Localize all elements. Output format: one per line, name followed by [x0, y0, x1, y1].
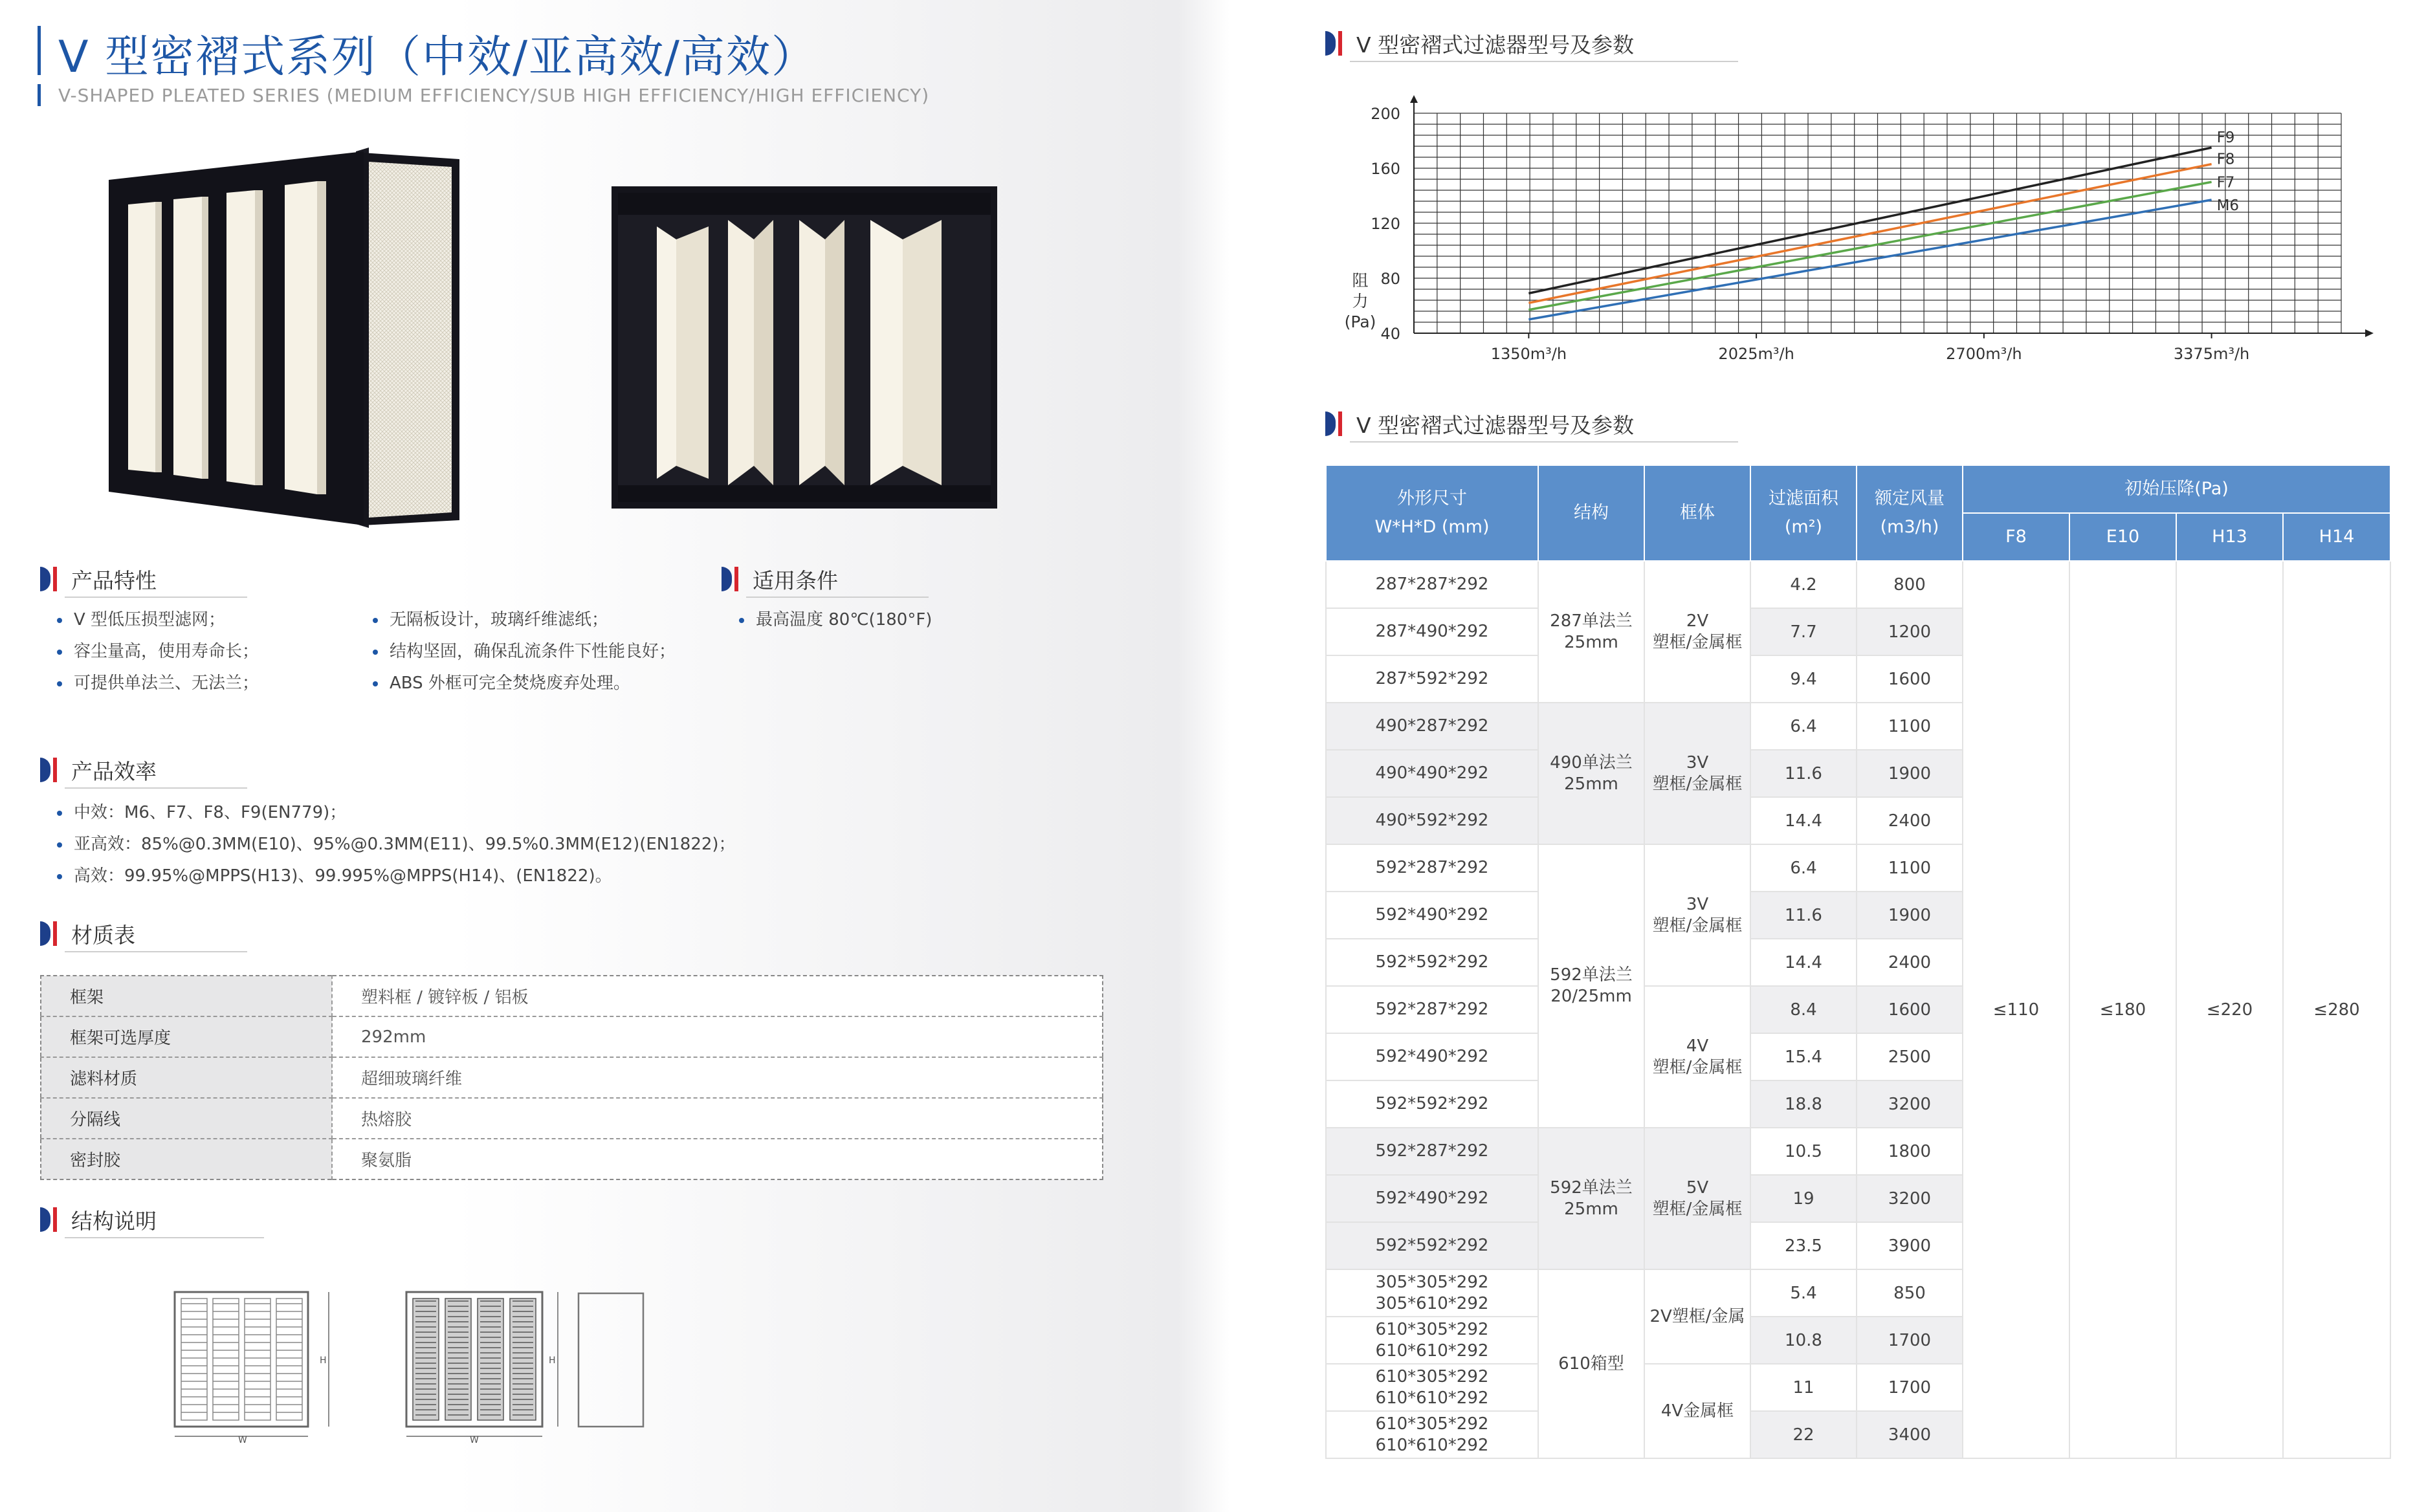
cell-flow: 2400: [1857, 797, 1963, 844]
list-item: ABS 外框可完全焚烧废弃处理。: [373, 668, 676, 699]
section-efficiency-header: [40, 752, 247, 791]
section-chart-header: [1325, 26, 1739, 65]
material-value: 聚氨脂: [332, 1139, 1103, 1179]
cell-structure: 287单法兰 25mm: [1538, 561, 1644, 703]
cell-flow: 3900: [1857, 1222, 1963, 1269]
list-item: 最高温度 80℃(180°F): [739, 604, 932, 636]
cell-size: 592*490*292: [1326, 1033, 1538, 1080]
cell-area: 9.4: [1750, 655, 1857, 703]
product-image-front: [97, 142, 472, 531]
cell-pressure: ≤110: [1963, 561, 2069, 1458]
series-label: M6: [2216, 197, 2240, 214]
cell-size: 287*287*292: [1326, 561, 1538, 608]
features-list-col2: [373, 604, 676, 699]
product-image-side: [605, 181, 1000, 511]
series-label: F7: [2216, 174, 2235, 192]
dimension-label: W: [470, 1435, 479, 1445]
section-marker-icon: [722, 567, 741, 591]
table-section-title: V 型密褶式过滤器型号及参数: [1356, 413, 1635, 438]
header-grade: H14: [2283, 513, 2390, 561]
cell-flow: 850: [1857, 1269, 1963, 1317]
cell-size: 305*305*292 305*610*292: [1326, 1269, 1538, 1317]
cell-area: 6.4: [1750, 844, 1857, 892]
cell-pressure: ≤180: [2069, 561, 2176, 1458]
header-structure: 结构: [1538, 465, 1644, 561]
header-area: 过滤面积 (m²): [1750, 465, 1857, 561]
material-value: 塑料框 / 镀锌板 / 铝板: [332, 976, 1103, 1016]
cell-flow: 1600: [1857, 986, 1963, 1033]
cell-flow: 3400: [1857, 1411, 1963, 1458]
header-size: 外形尺寸 W*H*D (mm): [1326, 465, 1538, 561]
cell-area: 10.8: [1750, 1317, 1857, 1364]
list-item: 容尘量高，使用寿命长；: [57, 636, 259, 668]
header-grade: F8: [1963, 513, 2069, 561]
cell-size: 592*592*292: [1326, 1222, 1538, 1269]
list-item: V 型低压损型滤网；: [57, 604, 259, 636]
cell-flow: 1900: [1857, 750, 1963, 797]
cell-size: 592*287*292: [1326, 986, 1538, 1033]
section-conditions-header: [722, 562, 929, 600]
cell-area: 11: [1750, 1364, 1857, 1411]
cell-size: 592*592*292: [1326, 939, 1538, 986]
cell-flow: 1600: [1857, 655, 1963, 703]
cell-frame: 2V 塑框/金属框: [1644, 561, 1750, 703]
cell-size: 610*305*292 610*610*292: [1326, 1364, 1538, 1411]
cell-flow: 800: [1857, 561, 1963, 608]
materials-table: [40, 975, 1103, 1180]
efficiency-list: [57, 797, 736, 892]
header-flow: 额定风量 (m3/h): [1857, 465, 1963, 561]
cell-frame: 3V 塑框/金属框: [1644, 844, 1750, 986]
page-title: V 型密褶式系列（中效/亚高效/高效）: [58, 32, 817, 83]
conditions-list: [739, 604, 932, 636]
cell-area: 15.4: [1750, 1033, 1857, 1080]
cell-frame: 2V塑框/金属: [1644, 1269, 1750, 1364]
cell-flow: 1100: [1857, 703, 1963, 750]
dimension-label: W: [238, 1435, 247, 1445]
series-label: F9: [2216, 129, 2235, 147]
cell-pressure: ≤220: [2176, 561, 2283, 1458]
cell-area: 14.4: [1750, 797, 1857, 844]
material-value: 热熔胶: [332, 1098, 1103, 1139]
dimension-label: H: [320, 1355, 327, 1366]
material-value: 292mm: [332, 1016, 1103, 1057]
cell-area: 11.6: [1750, 750, 1857, 797]
page-subtitle: V-SHAPED PLEATED SERIES (MEDIUM EFFICIENCY/SUB HIGH EFFICIENCY/HIGH EFFICIENCY): [58, 85, 930, 106]
y-axis-arrow-icon: [1410, 95, 1418, 103]
section-efficiency-title: 产品效率: [71, 759, 157, 784]
section-structure-header: [40, 1202, 267, 1241]
section-marker-icon: [40, 1207, 60, 1232]
table-row: [41, 1139, 1103, 1179]
material-key: 滤料材质: [41, 1057, 332, 1098]
cell-area: 7.7: [1750, 608, 1857, 655]
cell-area: 14.4: [1750, 939, 1857, 986]
list-item: 中效：M6、F7、F8、F9(EN779)；: [57, 797, 736, 829]
y-axis-label: (Pa): [1344, 312, 1376, 331]
list-item: 亚高效：85%@0.3MM(E10)、95%@0.3MM(E11)、99.5%0.3MM(E12)(EN1822)；: [57, 829, 736, 860]
section-marker-icon: [1325, 31, 1345, 56]
cell-area: 10.5: [1750, 1128, 1857, 1175]
cell-area: 6.4: [1750, 703, 1857, 750]
cell-area: 22: [1750, 1411, 1857, 1458]
cell-flow: 1700: [1857, 1364, 1963, 1411]
section-conditions-title: 适用条件: [753, 568, 838, 593]
structure-drawing-side: [402, 1284, 655, 1446]
cell-area: 19: [1750, 1175, 1857, 1222]
section-marker-icon: [40, 567, 60, 591]
y-tick-label: 40: [1380, 325, 1400, 343]
cell-area: 11.6: [1750, 892, 1857, 939]
table-row: [41, 1016, 1103, 1057]
features-list-col1: [57, 604, 259, 699]
cell-flow: 1800: [1857, 1128, 1963, 1175]
cell-size: 490*490*292: [1326, 750, 1538, 797]
dimension-label: H: [549, 1355, 556, 1366]
cell-structure: 592单法兰 20/25mm: [1538, 844, 1644, 1128]
list-item: 无隔板设计，玻璃纤维滤纸；: [373, 604, 676, 636]
cell-area: 23.5: [1750, 1222, 1857, 1269]
cell-frame: 4V金属框: [1644, 1364, 1750, 1458]
table-row: [41, 1057, 1103, 1098]
section-marker-icon: [1325, 411, 1345, 436]
cell-area: 5.4: [1750, 1269, 1857, 1317]
header-grade: H13: [2176, 513, 2283, 561]
material-key: 框架可选厚度: [41, 1016, 332, 1057]
pressure-drop-chart: [1327, 94, 2388, 372]
cell-frame: 4V 塑框/金属框: [1644, 986, 1750, 1128]
cell-size: 592*592*292: [1326, 1080, 1538, 1128]
y-tick-label: 80: [1380, 270, 1400, 288]
cell-flow: 1900: [1857, 892, 1963, 939]
cell-frame: 5V 塑框/金属框: [1644, 1128, 1750, 1269]
cell-flow: 2400: [1857, 939, 1963, 986]
section-materials-title: 材质表: [71, 923, 135, 948]
list-item: 结构坚固，确保乱流条件下性能良好；: [373, 636, 676, 668]
section-features-header: [40, 562, 247, 600]
cell-flow: 1700: [1857, 1317, 1963, 1364]
cell-size: 610*305*292 610*610*292: [1326, 1411, 1538, 1458]
cell-size: 287*490*292: [1326, 608, 1538, 655]
cell-area: 8.4: [1750, 986, 1857, 1033]
cell-pressure: ≤280: [2283, 561, 2390, 1458]
section-marker-icon: [40, 758, 60, 782]
header-frame: 框体: [1644, 465, 1750, 561]
list-item: 可提供单法兰、无法兰；: [57, 668, 259, 699]
cell-structure: 490单法兰 25mm: [1538, 703, 1644, 844]
subtitle-accent-bar: [38, 84, 41, 106]
cell-size: 287*592*292: [1326, 655, 1538, 703]
spec-table: [1325, 465, 2391, 1459]
cell-flow: 2500: [1857, 1033, 1963, 1080]
cell-area: 4.2: [1750, 561, 1857, 608]
x-tick-label: 3375m³/h: [2173, 345, 2250, 363]
chart-section-title: V 型密褶式过滤器型号及参数: [1356, 32, 1635, 58]
table-row: [41, 1098, 1103, 1139]
header-pressure: 初始压降(Pa): [1963, 465, 2390, 513]
table-row: [1326, 561, 2390, 608]
cell-frame: 3V 塑框/金属框: [1644, 703, 1750, 844]
cell-size: 592*490*292: [1326, 1175, 1538, 1222]
cell-size: 610*305*292 610*610*292: [1326, 1317, 1538, 1364]
section-table-header: [1325, 406, 1739, 445]
cell-flow: 1100: [1857, 844, 1963, 892]
cell-size: 490*287*292: [1326, 703, 1538, 750]
section-structure-title: 结构说明: [71, 1209, 157, 1234]
y-axis-label: 阻: [1352, 271, 1369, 290]
cell-structure: 610箱型: [1538, 1269, 1644, 1458]
title-accent-bar: [38, 26, 41, 75]
material-key: 分隔线: [41, 1098, 332, 1139]
cell-size: 592*490*292: [1326, 892, 1538, 939]
section-materials-header: [40, 916, 247, 955]
material-key: 密封胶: [41, 1139, 332, 1179]
table-row: [41, 976, 1103, 1016]
material-key: 框架: [41, 976, 332, 1016]
y-axis-label: 力: [1352, 292, 1369, 311]
cell-flow: 3200: [1857, 1080, 1963, 1128]
x-axis-arrow-icon: [2365, 329, 2374, 337]
cell-size: 592*287*292: [1326, 844, 1538, 892]
cell-structure: 592单法兰 25mm: [1538, 1128, 1644, 1269]
section-features-title: 产品特性: [71, 568, 157, 593]
x-tick-label: 2025m³/h: [1718, 345, 1794, 363]
x-tick-label: 2700m³/h: [1946, 345, 2022, 363]
cell-area: 18.8: [1750, 1080, 1857, 1128]
cell-flow: 1200: [1857, 608, 1963, 655]
x-tick-label: 1350m³/h: [1490, 345, 1567, 363]
structure-drawing-front: [167, 1284, 348, 1446]
header-grade: E10: [2069, 513, 2176, 561]
y-tick-label: 120: [1371, 215, 1400, 233]
y-tick-label: 160: [1371, 160, 1400, 178]
cell-size: 490*592*292: [1326, 797, 1538, 844]
cell-flow: 3200: [1857, 1175, 1963, 1222]
cell-size: 592*287*292: [1326, 1128, 1538, 1175]
section-marker-icon: [40, 921, 60, 946]
y-tick-label: 200: [1371, 105, 1400, 123]
material-value: 超细玻璃纤维: [332, 1057, 1103, 1098]
list-item: 高效：99.95%@MPPS(H13)、99.995%@MPPS(H14)、(EN1822)。: [57, 860, 736, 892]
series-label: F8: [2216, 151, 2235, 168]
